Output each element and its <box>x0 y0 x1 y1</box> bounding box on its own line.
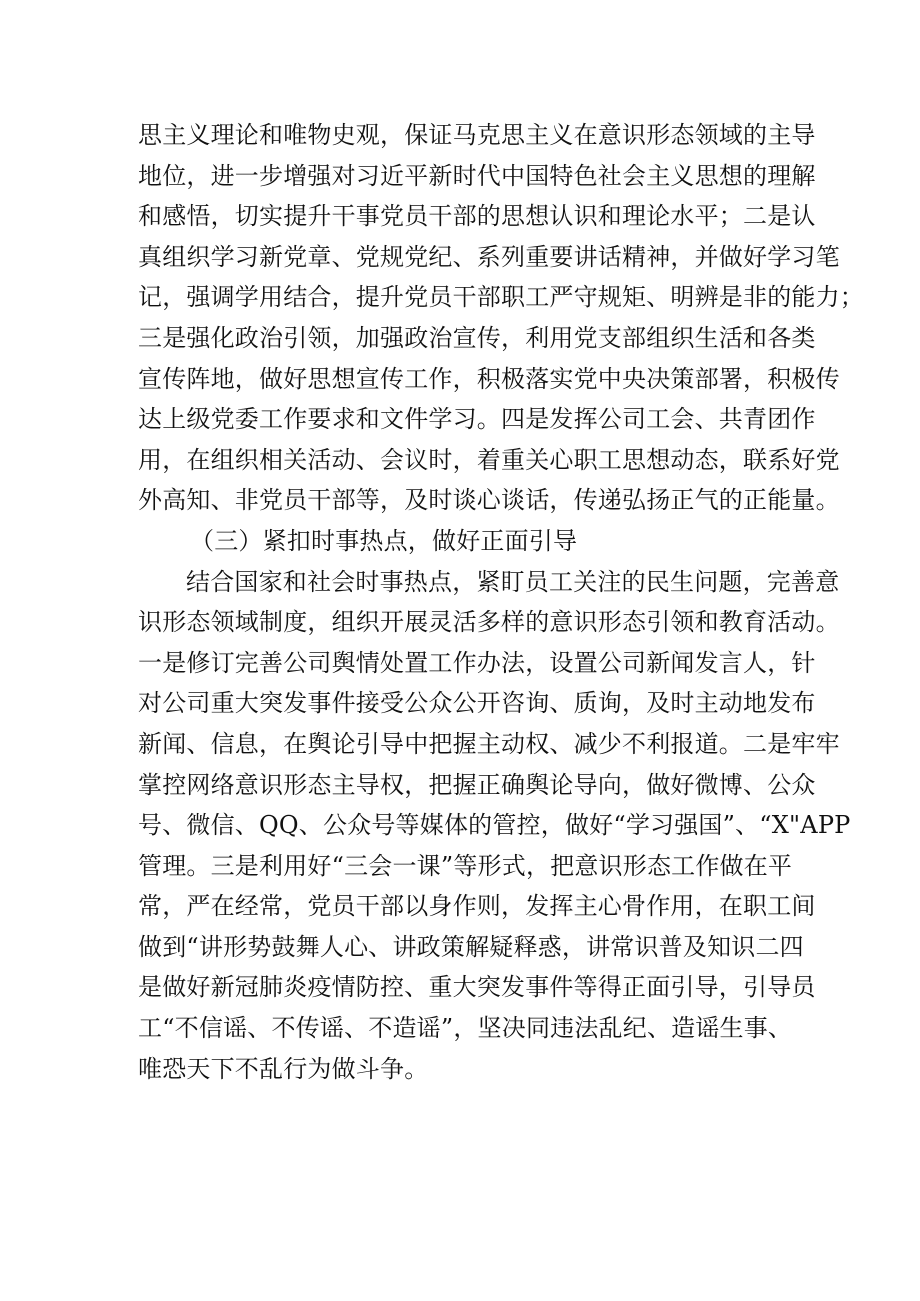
text-line: 宣传阵地，做好思想宣传工作，积极落实党中央决策部署，积极传 <box>138 364 840 393</box>
text-line: 做到“讲形势鼓舞人心、讲政策解疑释惑，讲常识普及知识二四 <box>138 932 804 961</box>
text-line: 思主义理论和唯物史观，保证马克思主义在意识形态领域的主导 <box>138 121 816 149</box>
text-line: 记，强调学用结合，提升党员干部职工严守规矩、明辨是非的能力； <box>138 283 864 312</box>
text-line: 地位，进一步增强对习近平新时代中国特色社会主义思想的理解 <box>138 161 816 190</box>
text-line: 外高知、非党员干部等，及时谈心谈话，传递弘扬正气的正能量。 <box>138 486 840 515</box>
text-line: 用，在组织相关活动、会议时，着重关心职工思想动态，联系好党 <box>138 445 840 474</box>
text-line: 掌控网络意识形态主导权，把握正确舆论导向，做好微博、公众 <box>138 770 816 799</box>
text-line: 对公司重大突发事件接受公众公开咨询、质询，及时主动地发布 <box>138 689 816 718</box>
text-line: 真组织学习新党章、党规党纪、系列重要讲话精神，并做好学习笔 <box>138 242 840 271</box>
text-line: 常，严在经常，党员干部以身作则，发挥主心骨作用，在职工间 <box>138 892 816 921</box>
text-line: 和感悟，切实提升干事党员干部的思想认识和理论水平；二是认 <box>138 202 816 231</box>
text-line: 三是强化政治引领，加强政治宣传，利用党支部组织生活和各类 <box>138 323 816 352</box>
text-line: 工“不信谣、不传谣、不造谣”，坚决同违法乱纪、造谣生事、 <box>138 1014 793 1043</box>
text-line: 达上级党委工作要求和文件学习。四是发挥公司工会、共青团作 <box>138 405 816 434</box>
paragraph-first-line: 结合国家和社会时事热点，紧盯员工关注的民生问题，完善意 <box>186 567 840 596</box>
text-line: 管理。三是利用好“三会一课”等形式，把意识形态工作做在平 <box>138 851 793 880</box>
text-line: 识形态领域制度，组织开展灵活多样的意识形态引领和教育活动。 <box>138 608 840 637</box>
text-line: 新闻、信息，在舆论引导中把握主动权、减少不利报道。二是牢牢 <box>138 729 840 758</box>
text-line: 号、微信、QQ、公众号等媒体的管控，做好“学习强国”、“X"APP <box>138 811 851 840</box>
text-line: 一是修订完善公司舆情处置工作办法，设置公司新闻发言人，针 <box>138 648 816 677</box>
text-line: 唯恐天下不乱行为做斗争。 <box>138 1054 429 1083</box>
body-text <box>138 115 864 1089</box>
text-line: 是做好新冠肺炎疫情防控、重大突发事件等得正面引导，引导员 <box>138 973 816 1002</box>
section-heading: （三）紧扣时事热点，做好正面引导 <box>190 526 578 555</box>
